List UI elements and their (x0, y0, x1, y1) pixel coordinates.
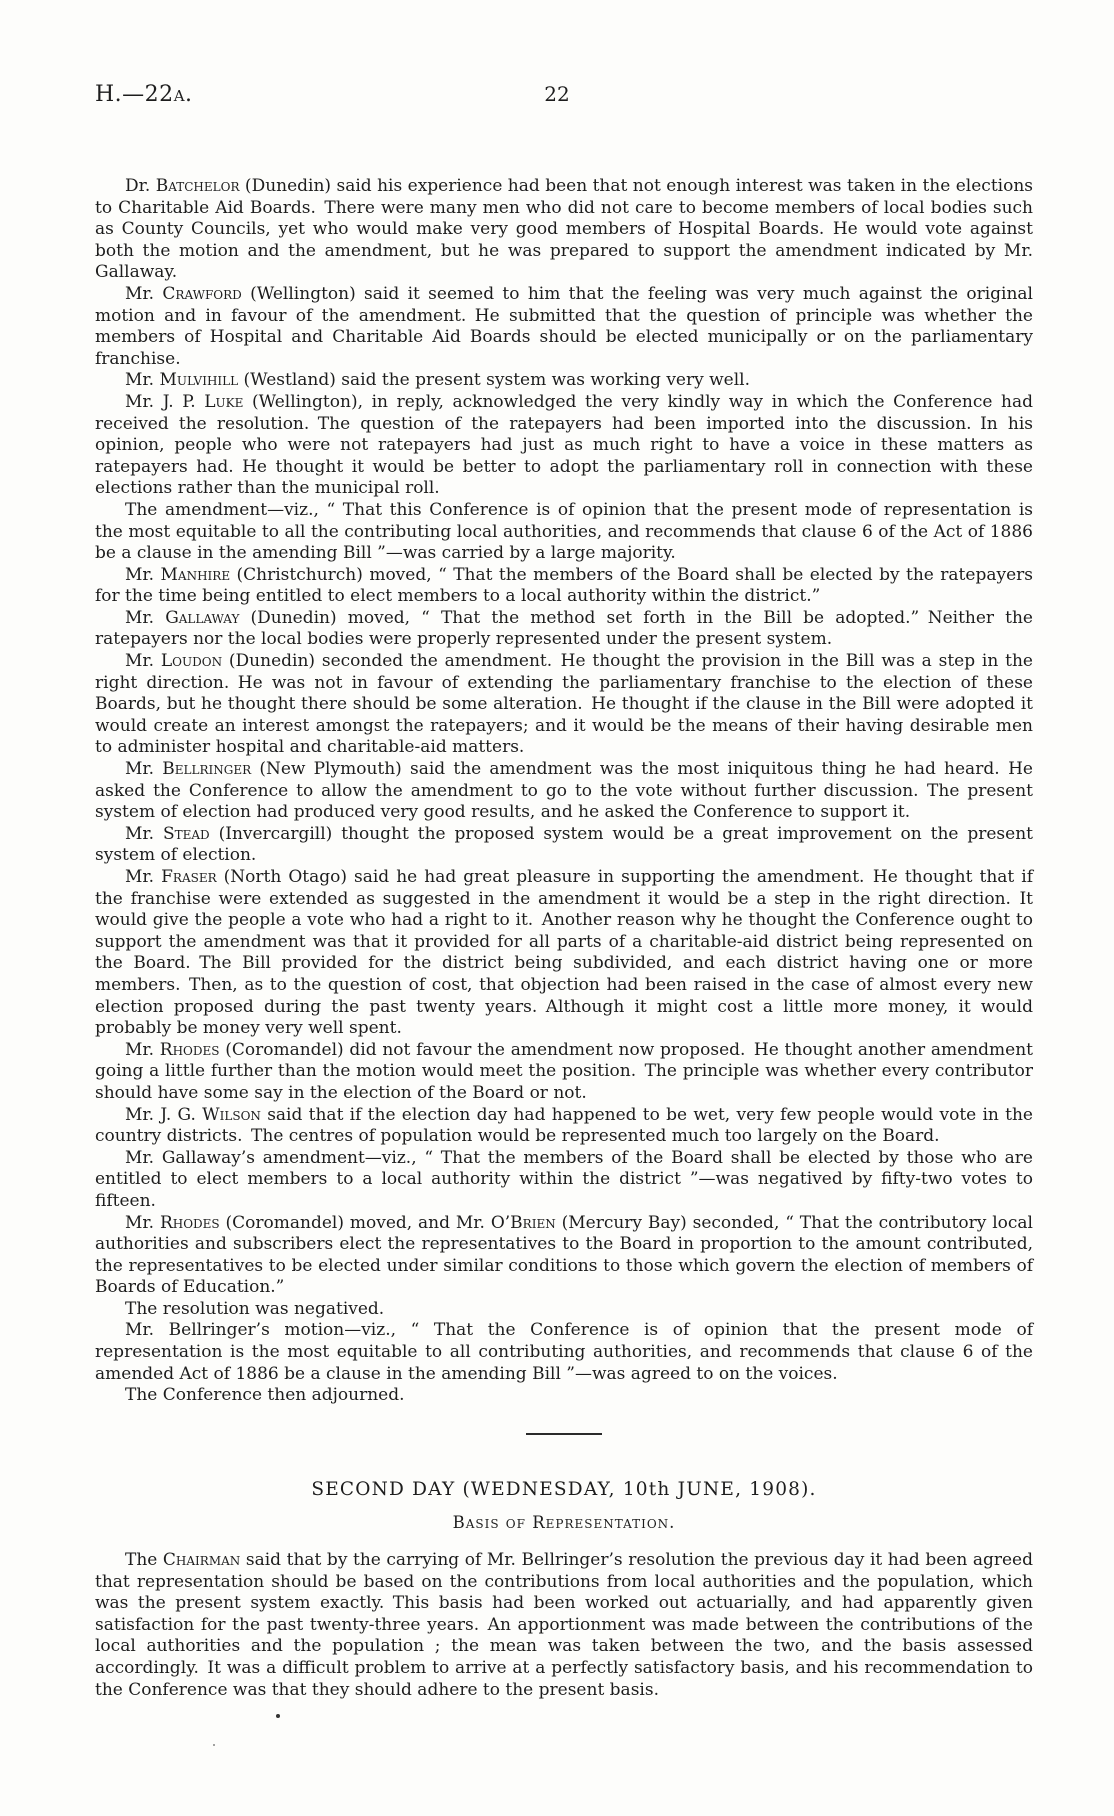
paragraph (95, 1385, 1033, 1407)
paragraph (95, 176, 1033, 284)
section-divider (526, 1433, 602, 1435)
text-run: Mr. (125, 759, 163, 780)
text-run: (Dunedin) said his experience had been that not enough interest was taken in the elections to Charitable Aid Boards. There were many men who did not care to become members of local bodies such as County Councils, yet who would make very good members of Hospital Boards. He would vote against both the motion and the amendment, but he was prepared to support the amendment indicated by Mr. Gallaway. (95, 176, 1034, 283)
paragraph (95, 867, 1033, 1040)
text-run: Mr. (125, 1212, 160, 1233)
day2-heading: SECOND DAY (WEDNESDAY, 10th JUNE, 1908). (311, 1478, 817, 1500)
text-run: (Dunedin) seconded the amendment. He thought the provision in the Bill was a step in the right direction. He was not in favour of extending the parliamentary franchise to the election of these Boards, but he thought there should be some alteration. He thought if the clause in the Bill were adopted it would create an interest amongst the ratepayers; and it would be the means of their having desirable men to administer hospital and charitable-aid matters. (95, 651, 1033, 758)
smallcaps-name: Wilson (202, 1104, 261, 1125)
smallcaps-name: Manhire (160, 564, 231, 585)
smallcaps-name: Stead (162, 823, 210, 844)
text-run: (Coromandel) did not favour the amendment now proposed. He thought another amendment going a little further than the motion would meet the position. The principle was whether every contributor should have some say in the election of the Board or not. (95, 1039, 1033, 1103)
text-run: The (125, 1550, 163, 1571)
text-run: (Invercargill) thought the proposed system would be a great improvement on the present system of election. (95, 823, 1033, 866)
text-run: (Wellington) said it seemed to him that the feeling was very much against the original motion and in favour of the amendment. He submitted that the question of principle was whether the members of Hospital and Charitable Aid Boards should be elected municipally or on the parliamentary franchise. (95, 283, 1033, 369)
text-run: Mr. (125, 283, 163, 304)
smallcaps-name: a (173, 82, 186, 107)
text-run: (Mercury Bay) seconded, “ That the contributory local authorities and subscribers elect the representatives to the Board in proportion to the amount contributed, the representatives to be elected under similar conditions to those which govern the election of members of Boards of Education.” (95, 1212, 1033, 1298)
paragraph (95, 1320, 1033, 1385)
text-run: Mr. (125, 607, 166, 628)
smallcaps-name: Crawford (162, 283, 242, 304)
text-run: (Coromandel) moved, and Mr. (219, 1212, 491, 1233)
paragraph (95, 370, 1033, 392)
text-run: Mr. (125, 370, 160, 391)
page-body (95, 176, 1033, 1701)
text-run: Dr. (125, 176, 156, 196)
text-run: Mr. J. P. (125, 391, 205, 412)
paragraph (95, 1213, 1033, 1299)
smallcaps-name: Chairman (162, 1550, 241, 1571)
smallcaps-name: Mulvihill (159, 370, 239, 391)
text-run: (New Plymouth) said the amendment was the most iniquitous thing he had heard. He asked the Conference to allow the amendment to go to the vote without further discussion. The present system of election had produced very good results, and he asked the Conference to support it. (95, 759, 1033, 823)
paragraph (95, 565, 1033, 608)
ink-speck (276, 1714, 280, 1718)
text-run: Mr. Bellringer’s motion—viz., “ That the Conference is of opinion that the present mode of representation is the most equitable to all contributing authorities, and recommends that clause 6 of the amended Act of 1886 be a clause in the amending Bill ”—was agreed to on the voices. (95, 1320, 1033, 1384)
text-run: said that if the election day had happened to be wet, very few people would vote in the country districts. The centres of population would be represented much too largely on the Board. (95, 1104, 1033, 1147)
text-run: Mr. (125, 823, 163, 844)
paragraph (95, 651, 1033, 759)
smallcaps-name: Loudon (160, 651, 223, 672)
day2-subheading: Basis of Representation. (452, 1513, 676, 1533)
text-run: Mr. J. G. (125, 1104, 203, 1125)
paragraph (95, 608, 1033, 651)
day2-proceedings (95, 1550, 1033, 1701)
smallcaps-name: Rhodes (159, 1039, 220, 1060)
text-run: Mr. (125, 651, 161, 672)
text-run: . (185, 82, 193, 107)
paragraph (95, 500, 1033, 565)
smallcaps-name: Gallaway (165, 607, 240, 628)
text-run: Mr. (125, 564, 161, 585)
text-run: H.—22 (95, 82, 174, 107)
text-run: The amendment—viz., “ That this Conference is of opinion that the present mode of representation is the most equitable to all the contributing local authorities, and recommends that clause 6 of the Act of 1886 be a clause in the amending Bill ”—was carried by a large majority. (95, 499, 1033, 564)
paragraph (95, 1105, 1033, 1148)
smallcaps-name: Luke (204, 391, 244, 412)
text-run: Mr. Gallaway’s amendment—viz., “ That the members of the Board shall be elected by those who are entitled to elect members to a local authority within the district ”—was negatived by fifty-two votes to fifteen. (95, 1147, 1033, 1211)
text-run: (Westland) said the present system was working very well. (238, 370, 751, 391)
smallcaps-name: Bellringer (162, 759, 252, 780)
paragraph (95, 1299, 1033, 1321)
smallcaps-name: O’Brien (490, 1212, 556, 1233)
paragraph (95, 1550, 1033, 1701)
text-run: Mr. (125, 867, 162, 887)
paragraph (95, 284, 1033, 370)
text-run: said that by the carrying of Mr. Bellringer’s resolution the previous day it had been agreed that representation should be based on the contributions from local authorities and the population, which was the present system exactly. This basis had been worked out actuarially, and had apparently given satisfaction for the past twenty-three years. An apportionment was made between the contributions of the local authorities and the population ; the mean was taken between the two, and the basis assessed accordingly. It was a difficult problem to arrive at a perfectly satisfactory basis, and his recommendation to the Conference was that they should adhere to the present basis. (95, 1550, 1033, 1700)
text-run: The resolution was negatived. (125, 1298, 385, 1319)
smallcaps-name: Fraser (161, 867, 217, 887)
smallcaps-name: Rhodes (159, 1212, 220, 1233)
paragraph (95, 1148, 1033, 1213)
text-run: (Wellington), in reply, acknowledged the very kindly way in which the Conference had received the resolution. The question of the ratepayers had been imported into the discussion. In his opinion, people who were not ratepayers had just as much right to have a voice in these matters as ratepayers had. He thought it would be better to adopt the parliamentary roll in connection with these elections rather than the municipal roll. (95, 391, 1034, 499)
day1-proceedings (95, 176, 1033, 1407)
text-run: (North Otago) said he had great pleasure in supporting the amendment. He thought that if the franchise were extended as suggested in the amendment it would be a step in the right direction. It would give the people a vote who had a right to it. Another reason why he thought the Conference ought to support the amendment was that it provided for all parts of a charitable-aid district being represented on the Board. The Bill provided for the district being subdivided, and each district having one or more members. Then, as to the question of cost, that objection had been raised in the case of almost every new election proposed during the past twenty years. Although it might cost a little more money, it would probably be money very well spent. (95, 867, 1033, 1039)
text-run: (Christchurch) moved, “ That the members of the Board shall be elected by the ratepayers for the time being entitled to elect members to a local authority within the district.” (95, 564, 1033, 607)
text-run: The Conference then adjourned. (125, 1385, 405, 1406)
text-run: (Dunedin) moved, “ That the method set forth in the Bill be adopted.” Neither the ratepayers nor the local bodies were properly represented under the present system. (95, 607, 1033, 650)
ink-speck (213, 1744, 215, 1746)
paragraph (95, 759, 1033, 824)
paragraph (95, 824, 1033, 867)
page-number: 22 (544, 82, 570, 106)
smallcaps-name: Batchelor (155, 176, 240, 196)
paragraph (95, 1040, 1033, 1105)
text-run: Mr. (125, 1039, 160, 1060)
paragraph (95, 392, 1033, 500)
